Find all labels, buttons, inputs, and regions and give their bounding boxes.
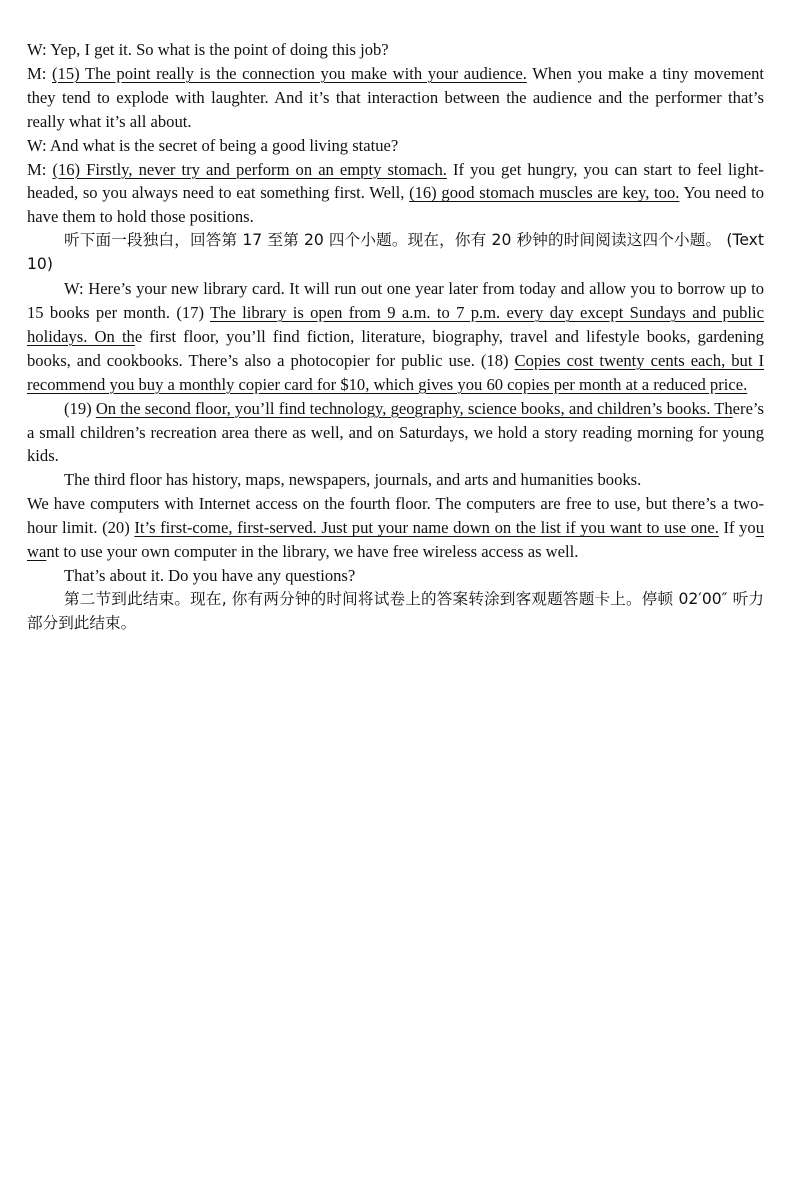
paragraph-text: ere’s a small children’s recreation area there as well, and on Saturdays, we hold a story reading morning for young kids. xyxy=(27,398,764,466)
dialogue-text: Yep, I get it. So what is the point of doing this job? xyxy=(46,40,389,59)
section-end-instruction: 第二节到此结束。现在, 你有两分钟的时间将试卷上的答案转涂到客观题答题卡上。停顿 02′00″ 听力部分到此结束。 xyxy=(27,589,764,632)
dialogue-line-m15 xyxy=(27,62,764,134)
speaker-label: M: xyxy=(27,159,53,179)
dialogue-text: When you make a tiny movement they tend to explode with laughter. And it’s that interaction between the audience and the performer that’s really what it’s all about. xyxy=(27,63,765,131)
dialogue-text: If you get hungry, you can start to feel light-headed, so you always need to eat something first. Well, xyxy=(27,159,765,203)
dialogue-text: You need to have them to hold those positions. xyxy=(27,183,764,227)
paragraph-library-card xyxy=(27,277,764,397)
answer-19-underline: On the second floor, you’ll find technology, geography, science books, and children’s books. Th xyxy=(95,398,733,418)
speaker-label: W: xyxy=(27,135,47,155)
paragraph-text: nt to use your own computer in the library, we have free wireless access as well. xyxy=(46,542,579,562)
dialogue-line-m16 xyxy=(27,158,764,230)
answer-16b-underline: (16) good stomach muscles are key, too. xyxy=(409,183,680,203)
answer-15-underline: (15) The point really is the connection you make with your audience. xyxy=(52,63,527,83)
paragraph-text: We have computers with Internet access on the fourth floor. The computers are free to use, but there’s a two-hour limit. (20) xyxy=(27,494,764,538)
answer-17-underline: The library is open from 9 a.m. to 7 p.m. every day except Sundays and public holidays. On th xyxy=(27,302,764,346)
speaker-label: M: xyxy=(27,63,52,83)
answer-18-underline: Copies cost twenty cents each, but I recommend you buy a monthly copier card for $10, which gives you 60 copies per month at a reduced price. xyxy=(27,350,765,394)
paragraph-second-floor xyxy=(27,397,764,469)
paragraph-text: e first floor, you’ll find fiction, literature, biography, travel and lifestyle books, gardening books, and cookbooks. There’s also a photocopier for public use. (18) xyxy=(27,326,764,370)
paragraph-fourth-floor xyxy=(27,492,764,564)
paragraph-text: W: Here’s your new library card. It will run out one year later from today and allow you to borrow up to 15 books per month. (17) xyxy=(27,279,764,322)
answer-20-underline: It’s first-come, first-served. Just put your name down on the list if you want to use one. xyxy=(134,518,719,538)
question-number: (19) xyxy=(64,398,96,418)
paragraph-text: If yo xyxy=(718,518,756,538)
dialogue-line-w1 xyxy=(27,38,764,62)
paragraph-third-floor: The third floor has history, maps, newspapers, journals, and arts and humanities books. xyxy=(64,470,642,490)
dialogue-line-w2 xyxy=(27,134,764,158)
stray-underline: u wa xyxy=(27,518,764,562)
answer-16a-underline: (16) Firstly, never try and perform on an empty stomach. xyxy=(52,159,447,179)
dialogue-text: And what is the secret of being a good living statue? xyxy=(46,135,399,155)
speaker-label: W: xyxy=(27,40,47,59)
section-instruction: 听下面一段独白，回答第 17 至第 20 四个小题。现在，你有 20 秒钟的时间阅读这四个小题。 (Text 10) xyxy=(27,231,764,274)
paragraph-closing: That’s about it. Do you have any questions? xyxy=(64,565,356,585)
